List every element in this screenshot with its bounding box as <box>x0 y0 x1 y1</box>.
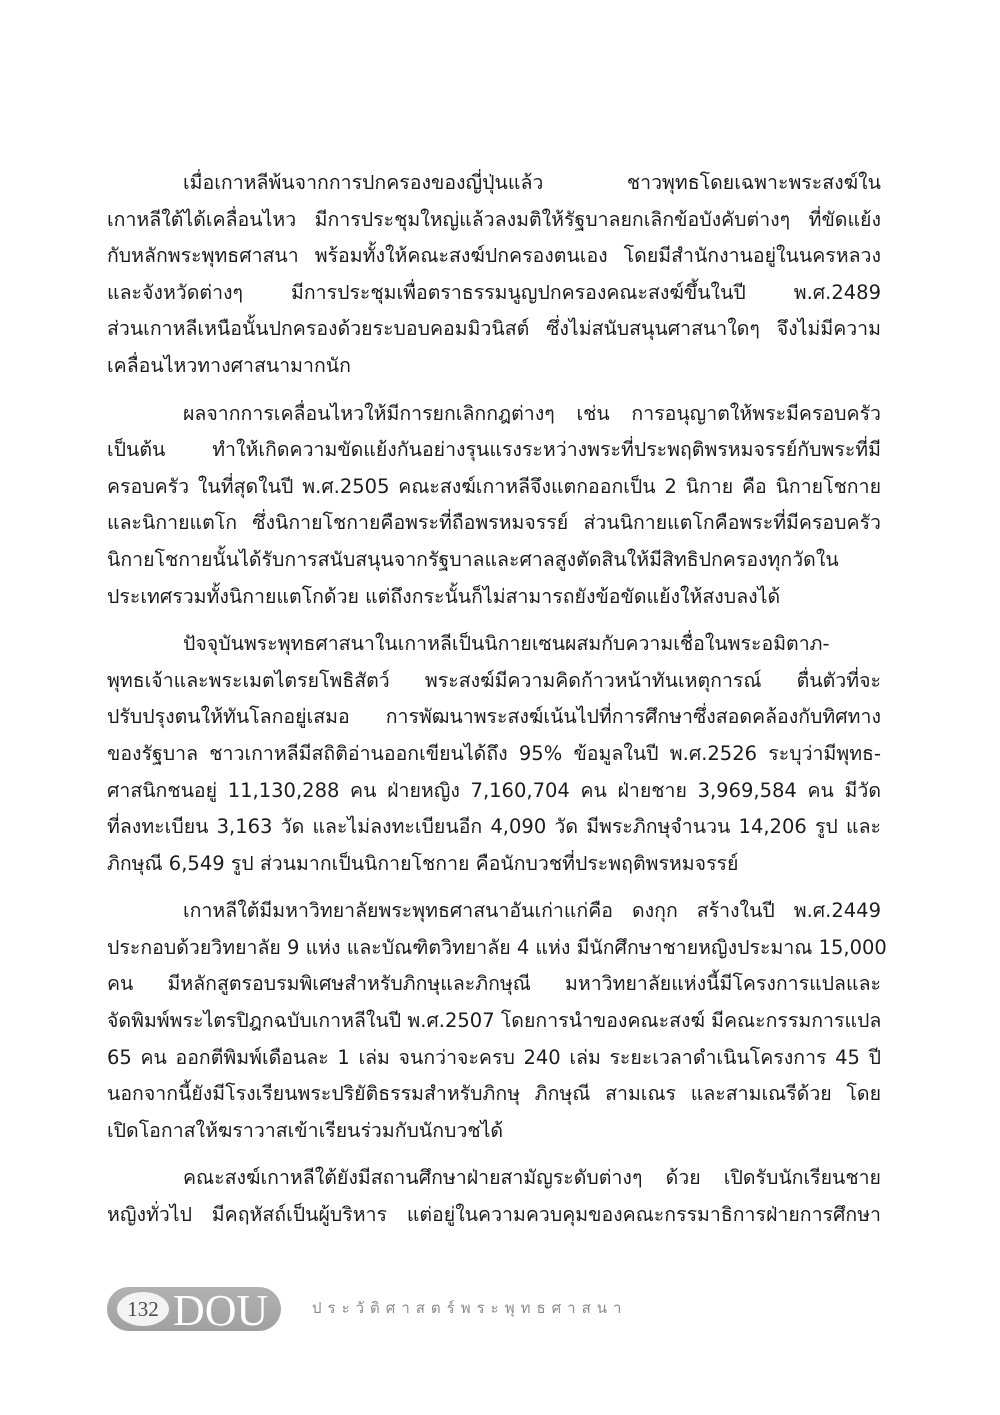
paragraph-line: นิกายโชกายนั้นได้รับการสนับสนุนจากรัฐบาลและศาลสูงตัดสินให้มีสิทธิปกครองทุกวัดใน <box>107 547 839 571</box>
paragraph-line: ส่วนเกาหลีเหนือนั้นปกครองด้วยระบอบคอมมิวนิสต์ ซึ่งไม่สนับสนุนศาสนาใดๆ จึงไม่มีความ <box>107 317 881 341</box>
paragraph-line: 65 คน ออกตีพิมพ์เดือนละ 1 เล่ม จนกว่าจะครบ 240 เล่ม ระยะเวลาดำเนินโครงการ 45 ปี <box>107 1045 881 1069</box>
dou-logo: DOU <box>173 1286 269 1335</box>
paragraph-line: เกาหลีใต้มีมหาวิทยาลัยพระพุทธศาสนาอันเก่าแก่คือ ดงกุก สร้างในปี พ.ศ.2449 <box>183 899 881 923</box>
paragraph-line: และจังหวัดต่างๆ มีการประชุมเพื่อตราธรรมนูญปกครองคณะสงฆ์ขึ้นในปี พ.ศ.2489 <box>107 280 881 304</box>
paragraph-line: พุทธเจ้าและพระเมตไตรยโพธิสัตว์ พระสงฆ์มีความคิดก้าวหน้าทันเหตุการณ์ ตื่นตัวที่จะ <box>107 668 881 692</box>
paragraph-line: เกาหลีใต้ได้เคลื่อนไหว มีการประชุมใหญ่แล้วลงมติให้รัฐบาลยกเลิกข้อบังคับต่างๆ ที่ขัดแย้ง <box>107 207 881 231</box>
paragraph-line: ของรัฐบาล ชาวเกาหลีมีสถิติอ่านออกเขียนได้ถึง 95% ข้อมูลในปี พ.ศ.2526 ระบุว่ามีพุทธ- <box>107 741 881 765</box>
paragraph-line: เปิดโอกาสให้ฆราวาสเข้าเรียนร่วมกับนักบวชได้ <box>107 1118 504 1142</box>
page-number: 132 <box>117 1292 169 1326</box>
page-footer-badge <box>107 1286 281 1335</box>
paragraph-line: เป็นต้น ทำให้เกิดความขัดแย้งกันอย่างรุนแรงระหว่างพระที่ประพฤติพรหมจรรย์กับพระที่มี <box>107 438 881 462</box>
paragraph-line: ปรับปรุงตนให้ทันโลกอยู่เสมอ การพัฒนาพระสงฆ์เน้นไปที่การศึกษาซึ่งสอดคล้องกับทิศทาง <box>107 705 881 729</box>
paragraph-line: ประกอบด้วยวิทยาลัย 9 แห่ง และบัณฑิตวิทยาลัย 4 แห่ง มีนักศึกษาชายหญิงประมาณ 15,000 <box>107 935 887 959</box>
paragraph-line: เมื่อเกาหลีพ้นจากการปกครองของญี่ปุ่นแล้ว ชาวพุทธโดยเฉพาะพระสงฆ์ใน <box>183 171 881 194</box>
paragraph-line: ผลจากการเคลื่อนไหวให้มีการยกเลิกกฎต่างๆ เช่น การอนุญาตให้พระมีครอบครัว <box>183 401 881 425</box>
paragraph <box>107 1160 881 1233</box>
paragraph-line: คน มีหลักสูตรอบรมพิเศษสำหรับภิกษุและภิกษุณี มหาวิทยาลัยแห่งนี้มีโครงการแปลและ <box>107 972 881 996</box>
paragraph-line: ศาสนิกชนอยู่ 11,130,288 คน ฝ่ายหญิง 7,160,704 คน ฝ่ายชาย 3,969,584 คน มีวัด <box>107 778 881 802</box>
paragraph-line: เคลื่อนไหวทางศาสนามากนัก <box>107 353 351 377</box>
paragraph-line: หญิงทั่วไป มีคฤหัสถ์เป็นผู้บริหาร แต่อยู่ในความควบคุมของคณะกรรมาธิการฝ่ายการศึกษา <box>107 1203 881 1227</box>
paragraph-line: ประเทศรวมทั้งนิกายแตโกด้วย แต่ถึงกระนั้นก็ไม่สามารถยังข้อขัดแย้งให้สงบลงได้ <box>107 584 781 608</box>
paragraph-line: และนิกายแตโก ซึ่งนิกายโชกายคือพระที่ถือพรหมจรรย์ ส่วนนิกายแตโกคือพระที่มีครอบครัว <box>107 511 881 535</box>
paragraph <box>107 396 881 616</box>
paragraph-line: จัดพิมพ์พระไตรปิฎกฉบับเกาหลีในปี พ.ศ.2507 โดยการนำของคณะสงฆ์ มีคณะกรรมการแปล <box>107 1009 882 1033</box>
page-body <box>107 165 887 1245</box>
paragraph-line: ภิกษุณี 6,549 รูป ส่วนมากเป็นนิกายโชกาย คือนักบวชที่ประพฤติพรหมจรรย์ <box>107 851 739 875</box>
paragraph <box>107 626 881 882</box>
paragraph <box>107 165 881 385</box>
paragraph-line: คณะสงฆ์เกาหลีใต้ยังมีสถานศึกษาฝ่ายสามัญระดับต่างๆ ด้วย เปิดรับนักเรียนชาย <box>183 1166 881 1190</box>
paragraph <box>107 893 887 1149</box>
paragraph-line: ปัจจุบันพระพุทธศาสนาในเกาหลีเป็นนิกายเซนผสมกับความเชื่อในพระอมิตาภ- <box>183 632 830 656</box>
paragraph-line: ครอบครัว ในที่สุดในปี พ.ศ.2505 คณะสงฆ์เกาหลีจึงแตกออกเป็น 2 นิกาย คือ นิกายโชกาย <box>107 474 881 498</box>
paragraph-line: นอกจากนี้ยังมีโรงเรียนพระปริยัติธรรมสำหรับภิกษุ ภิกษุณี สามเณร และสามเณรีด้วย โดย <box>107 1082 881 1106</box>
paragraph-line: กับหลักพระพุทธศาสนา พร้อมทั้งให้คณะสงฆ์ปกครองตนเอง โดยมีสำนักงานอยู่ในนครหลวง <box>107 244 881 268</box>
book-title: ประวัติศาสตร์พระพุทธศาสนา <box>312 1299 628 1317</box>
paragraph-line: ที่ลงทะเบียน 3,163 วัด และไม่ลงทะเบียนอีก 4,090 วัด มีพระภิกษุจำนวน 14,206 รูป และ <box>107 815 881 839</box>
